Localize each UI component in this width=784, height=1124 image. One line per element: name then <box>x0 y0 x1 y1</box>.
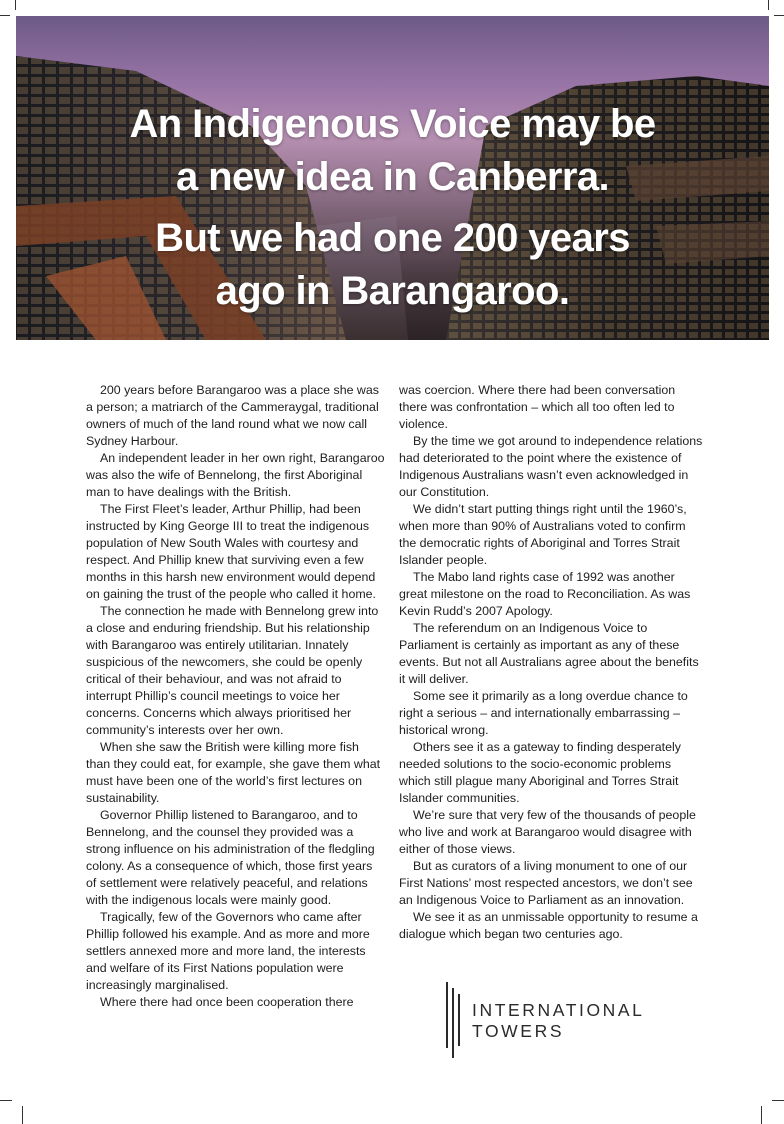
crop-mark <box>772 1100 784 1101</box>
crop-mark <box>761 1106 762 1124</box>
logo-text-line: TOWERS <box>472 1021 565 1041</box>
headline-line: An Indigenous Voice may be <box>129 102 656 146</box>
logo-text-line: INTERNATIONAL <box>472 1000 645 1020</box>
paragraph: By the time we got around to independence relations had deteriorated to the point where the existence of Indigenous Australians wasn’t even acknowledged in our Constitution. <box>399 434 703 499</box>
headline-line: a new idea in Canberra. <box>175 155 610 199</box>
paragraph: Others see it as a gateway to finding desperately needed solutions to the socio-economic problems which still plague many Aboriginal and Torres Strait Islander communities. <box>399 740 681 805</box>
hero-image <box>16 16 769 340</box>
paragraph: We see it as an unmissable opportunity to resume a dialogue which began two centuries ago. <box>399 910 698 941</box>
body-column-right <box>399 382 704 943</box>
paragraph: Tragically, few of the Governors who came after Phillip followed his example. And as more and more settlers annexed more and more land, the interests and welfare of its First Nations population were increasingly marginalised. <box>86 910 370 992</box>
headline-line: But we had one 200 years <box>155 216 630 260</box>
headline <box>16 98 769 318</box>
logo-bars-icon <box>444 982 468 1058</box>
crop-mark <box>0 1100 12 1101</box>
body-column-left <box>86 382 386 1011</box>
paragraph: Governor Phillip listened to Barangaroo, and to Bennelong, and the counsel they provided was a strong influence on his administration of the fledgling colony. As a consequence of which, those first years of settlement were relatively peaceful, and relations with the indigenous locals were mainly good. <box>86 808 375 907</box>
paragraph: But as curators of a living monument to one of our First Nations’ most respected ancestors, we don’t see an Indigenous Voice to Parliament as an innovation. <box>399 859 693 907</box>
international-towers-logo <box>444 982 674 1058</box>
paragraph: Where there had once been cooperation there <box>100 995 354 1009</box>
crop-mark <box>768 0 769 10</box>
paragraph: was coercion. Where there had been conversation there was confrontation – which all too often led to violence. <box>399 383 676 431</box>
paragraph: The First Fleet’s leader, Arthur Phillip, had been instructed by King George III to treat the indigenous population of New South Wales with courtesy and respect. And Phillip knew that surviving even a few months in this harsh new environment would depend on gaining the trust of the people who called it home. <box>86 502 376 601</box>
headline-line: ago in Barangaroo. <box>215 269 570 313</box>
paragraph: Some see it primarily as a long overdue chance to right a serious – and internationally embarrassing – historical wrong. <box>399 689 688 737</box>
crop-mark <box>15 0 16 10</box>
paragraph: The referendum on an Indigenous Voice to Parliament is certainly as important as any of these events. But not all Australians agree about the benefits it will deliver. <box>399 621 699 686</box>
paragraph: When she saw the British were killing more fish than they could eat, for example, she gave them what must have been one of the world’s first lectures on sustainability. <box>86 740 381 805</box>
paragraph: We’re sure that very few of the thousands of people who live and work at Barangaroo would disagree with either of those views. <box>399 808 696 856</box>
paragraph: The Mabo land rights case of 1992 was another great milestone on the road to Reconciliation. As was Kevin Rudd’s 2007 Apology. <box>399 570 691 618</box>
paragraph: We didn’t start putting things right until the 1960’s, when more than 90% of Australians voted to confirm the democratic rights of Aboriginal and Torres Strait Islander people. <box>399 502 687 567</box>
paragraph: 200 years before Barangaroo was a place she was a person; a matriarch of the Cammeraygal, traditional owners of much of the land round what we now call Sydney Harbour. <box>86 383 379 448</box>
paragraph: An independent leader in her own right, Barangaroo was also the wife of Bennelong, the first Aboriginal man to have dealings with the British. <box>86 451 385 499</box>
paragraph: The connection he made with Bennelong grew into a close and enduring friendship. But his relationship with Barangaroo was entirely utilitarian. Innately suspicious of the newcomers, she could be openly critical of their behaviour, and was not afraid to interrupt Phillip’s council meetings to voice her concerns. Concerns which always prioritised her community’s interests over her own. <box>86 604 379 737</box>
crop-mark <box>22 1106 23 1124</box>
crop-mark <box>774 15 784 16</box>
crop-mark <box>0 15 10 16</box>
